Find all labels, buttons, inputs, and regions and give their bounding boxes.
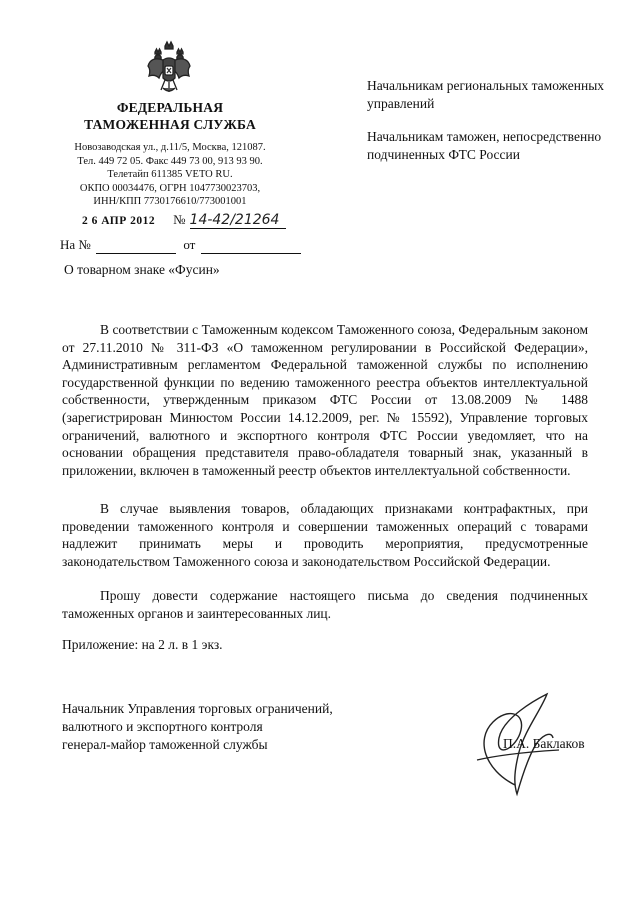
letter-subject: О товарном знаке «Фусин» bbox=[64, 262, 220, 277]
signatory-name: П.А. Баклаков bbox=[503, 736, 585, 751]
signatory-title-line: Начальник Управления торговых ограничений, bbox=[62, 701, 333, 716]
ref-date-label: от bbox=[183, 237, 196, 252]
attachment-note: Приложение: на 2 л. в 1 экз. bbox=[62, 637, 223, 652]
address-line: ОКПО 00034476, ОГРН 1047730023703, bbox=[79, 182, 261, 194]
address-line: Тел. 449 72 05. Факс 449 73 00, 913 93 90. bbox=[77, 155, 263, 167]
russian-eagle-emblem-icon bbox=[145, 40, 193, 96]
org-name-line2: ТАМОЖЕННАЯ СЛУЖБА bbox=[84, 117, 256, 132]
ref-date-blank bbox=[201, 237, 301, 254]
body-paragraph: Прошу довести содержание настоящего письма до сведения подчиненных таможенных органов и заинтересованных лиц. bbox=[62, 588, 588, 621]
ref-number-label: На № bbox=[60, 237, 91, 252]
recipient-customs: Начальникам таможен, непосредственно подчиненных ФТС России bbox=[367, 129, 602, 162]
registration-line bbox=[82, 211, 302, 231]
address-line: Телетайп 611385 VETO RU. bbox=[107, 169, 233, 180]
org-name-line1: ФЕДЕРАЛЬНАЯ bbox=[116, 100, 224, 115]
signatory-title bbox=[62, 700, 402, 754]
handwritten-number: 14-42/21264 bbox=[190, 212, 286, 229]
number-label: № bbox=[173, 212, 186, 227]
body-paragraph: В случае выявления товаров, обладающих признаками контрафактных, при проведении таможенного контроля и совершении таможенных операций с товарами надлежит принимать меры и проводить мероприятия, предусмотренные законодательством Таможенного союза и законодательством Российской Федерации. bbox=[62, 501, 588, 569]
signatory-title-line: генерал-майор таможенной службы bbox=[62, 737, 268, 752]
address-line: ИНН/КПП 7730176610/773001001 bbox=[93, 196, 247, 207]
address-line: Новозаводская ул., д.11/5, Москва, 121087. bbox=[74, 142, 266, 153]
signatory-title-line: валютного и экспортного контроля bbox=[62, 719, 263, 734]
org-address bbox=[60, 141, 280, 209]
body-paragraph: В соответствии с Таможенным кодексом Таможенного союза, Федеральным законом от 27.11.2010 № 311-ФЗ «О таможенном регулировании в Российской Федерации», Административным регламентом Федеральной таможенной службы по исполнению государственной функции по ведению таможенного реестра объектов интеллектуальной собственности, утвержденным приказом ФТС России от 13.08.2009 № 1488 (зарегистрирован Минюстом России 14.12.2009, рег. № 15592), Управление торговых ограничений, валютного и экспортного контроля ФТС России уведомляет, что на основании обращения представителя право-обладателя товарный знак, указанный в приложении, включен в таможенный реестр объектов интеллектуальной собственности. bbox=[62, 322, 588, 478]
reference-line bbox=[60, 237, 301, 254]
recipient-regional: Начальникам региональных таможенных управлений bbox=[367, 78, 605, 111]
ref-number-blank bbox=[96, 237, 176, 254]
date-stamp: 2 6 АПР 2012 bbox=[82, 215, 156, 227]
